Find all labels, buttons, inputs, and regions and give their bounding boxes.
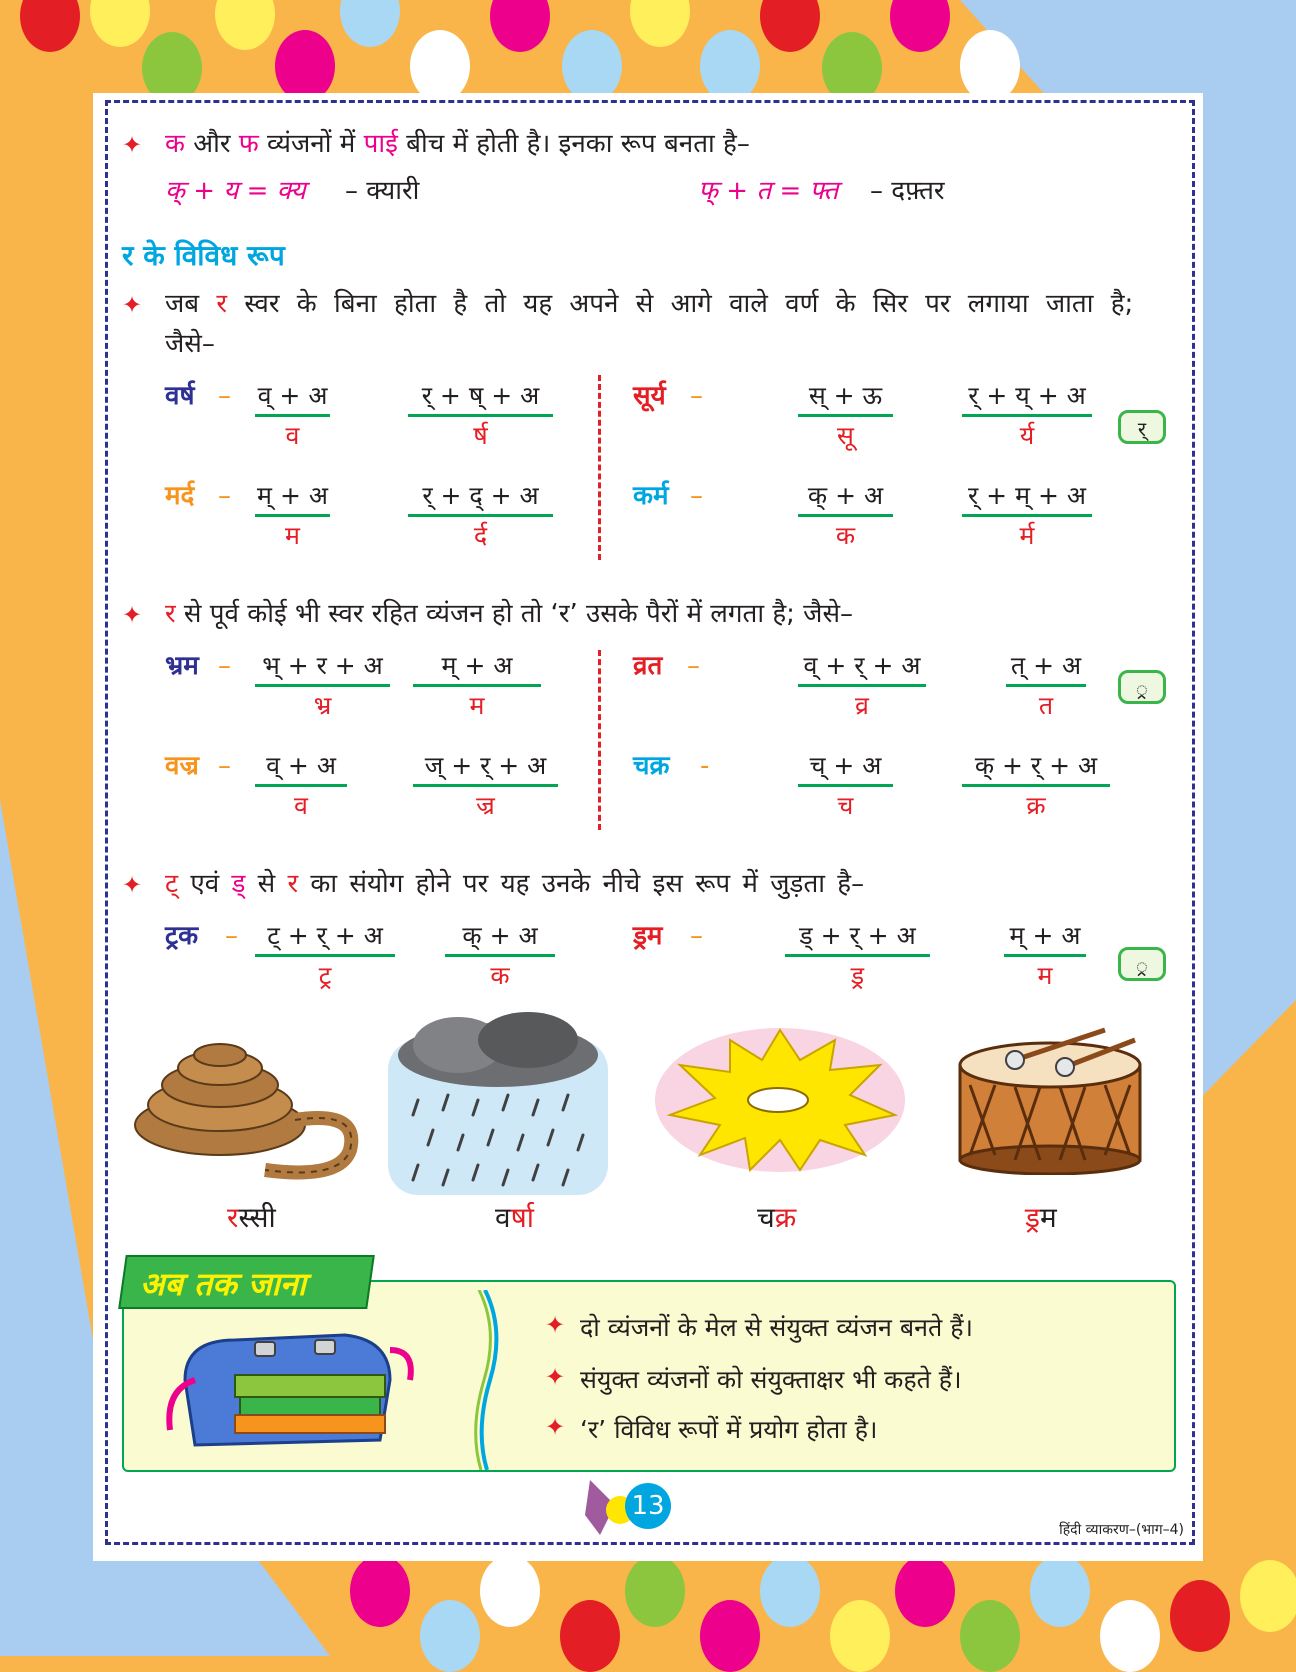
decorative-dot [700, 1600, 760, 1672]
decorative-dot [420, 1600, 480, 1672]
column-divider [598, 375, 601, 560]
decorative-dot [960, 1600, 1020, 1672]
text-and: और [193, 129, 231, 159]
section-heading: र के विविध रूप [122, 239, 285, 272]
split-group: र् + य् + अ र्य [962, 383, 1092, 448]
decorative-dot [560, 1600, 620, 1672]
dash: – [218, 651, 231, 681]
column-divider [598, 650, 601, 830]
rule1-line2: जैसे– [165, 329, 215, 359]
split-group: ज् + र् + अ ज्र [413, 753, 558, 818]
reph-badge: र् [1118, 410, 1166, 444]
split-group: व् + अ व [255, 383, 330, 448]
split-group: क् + अ क [798, 483, 893, 548]
split-group: र् + ष् + अ र्ष [408, 383, 553, 448]
footer-book-title: हिंदी व्याकरण–(भाग–4) [1059, 1522, 1184, 1538]
example-word: भ्रम [165, 651, 199, 681]
star4-icon: ✦ [122, 131, 143, 159]
text-mid: व्यंजनों में [267, 129, 356, 159]
rule3-line: ट् एवं ड् से र का संयोग होने पर यह उनके नीचे इस रूप में जुड़ता है– [165, 869, 865, 899]
example-word: सूर्य [633, 381, 666, 411]
example-kya-formula: क् + य = क्य [165, 176, 306, 206]
star4-icon: ✦ [545, 1413, 566, 1441]
star4-icon: ✦ [122, 291, 143, 319]
ra-foot-badge: ्र [1118, 670, 1166, 704]
star4-icon: ✦ [545, 1363, 566, 1391]
decorative-dot [410, 30, 470, 102]
split-group: क् + र् + अ क्र [962, 753, 1110, 818]
ka-letter: क [165, 129, 185, 159]
dash: – [225, 921, 238, 951]
dash: – [690, 481, 703, 511]
split-group: ड् + र् + अ ड्र [785, 923, 930, 988]
rule1-line1: जब र स्वर के बिना होता है तो यह अपने से आगे वाले वर्ण के सिर पर लगाया जाता है; [165, 289, 1134, 319]
split-group: ट् + र् + अ ट्र [255, 923, 395, 988]
pha-letter: फ [238, 129, 259, 159]
example-word: कर्म [633, 481, 669, 511]
example-word: वज्र [165, 751, 199, 781]
summary-title: अब तक जाना [140, 1265, 306, 1303]
dash: – [218, 751, 231, 781]
image-caption-drum: ड्रम [1025, 1201, 1057, 1234]
example-word: व्रत [633, 651, 663, 681]
split-group: व् + र् + अ व्र [798, 653, 926, 718]
example-word: चक्र [633, 751, 670, 781]
star4-icon: ✦ [122, 601, 143, 629]
example-pta-word: – दफ़्तर [870, 176, 945, 206]
decorative-dot [895, 1555, 955, 1627]
image-caption-wheel: चक्र [757, 1201, 797, 1234]
decorative-dot [830, 1600, 890, 1672]
divider-ribbon-decoration [465, 1290, 505, 1470]
split-group: र् + द् + अ र्द [408, 483, 553, 548]
example-word: वर्ष [165, 381, 195, 411]
summary-item: दो व्यंजनों के मेल से संयुक्त व्यंजन बनते हैं। [580, 1313, 973, 1342]
rule2-line: र से पूर्व कोई भी स्वर रहित व्यंजन हो तो ‘र’ उसके पैरों में लगता है; जैसे– [165, 599, 854, 629]
dash: – [687, 651, 700, 681]
decorative-dot [562, 30, 622, 102]
saw-blade-illustration [650, 1020, 910, 1180]
split-group: म् + अ म [255, 483, 330, 548]
decorative-dot [1100, 1600, 1160, 1672]
split-group: व् + अ व [255, 753, 347, 818]
example-pta-formula: फ् + त = फ्त [698, 176, 839, 206]
rule-ka-pha-line [165, 131, 750, 157]
star4-icon: ✦ [122, 871, 143, 899]
decorative-dot [960, 30, 1020, 102]
split-group: क् + अ क [445, 923, 555, 988]
image-caption-rain: वर्षा [495, 1201, 535, 1234]
example-word: ट्रक [165, 921, 199, 951]
dash: – [690, 921, 703, 951]
rain-cloud-illustration [378, 1010, 618, 1200]
ra-foot-badge: ्र [1118, 947, 1166, 981]
decorative-dot [1170, 1580, 1230, 1652]
split-group: म् + अ म [413, 653, 541, 718]
drum-illustration [955, 1025, 1145, 1175]
dash: – [218, 481, 231, 511]
decorative-dot [275, 30, 335, 102]
dash: – [218, 381, 231, 411]
split-group: र् + म् + अ र्म [962, 483, 1092, 548]
split-group: स् + ऊ सू [798, 383, 893, 448]
ra-letter: र [216, 289, 228, 319]
image-caption-rope: रस्सी [227, 1201, 276, 1234]
split-group: भ् + र + अ भ्र [255, 653, 390, 718]
example-kya-word: – क्यारी [345, 176, 420, 206]
decorative-dot [1240, 1560, 1296, 1632]
decorative-dot [350, 1555, 410, 1627]
page-number: 13 [625, 1483, 671, 1529]
example-word: ड्रम [633, 921, 663, 951]
star4-icon: ✦ [545, 1311, 566, 1339]
summary-item: संयुक्त व्यंजनों को संयुक्ताक्षर भी कहते हैं। [580, 1365, 962, 1394]
split-group: त् + अ त [1006, 653, 1086, 718]
decorative-dot [760, 1555, 820, 1627]
text-post: बीच में होती है। इनका रूप बनता है– [406, 129, 750, 159]
split-group: च् + अ च [798, 753, 893, 818]
dash: – [690, 381, 703, 411]
decorative-dot [480, 1555, 540, 1627]
dash: - [700, 751, 710, 781]
decorative-dot [625, 1555, 685, 1627]
rope-illustration [125, 1020, 370, 1180]
split-group: म् + अ म [1004, 923, 1086, 988]
summary-item: ‘र’ विविध रूपों में प्रयोग होता है। [580, 1415, 878, 1444]
decorative-dot [1030, 1555, 1090, 1627]
example-word: मर्द [165, 481, 195, 511]
decorative-dot [700, 30, 760, 102]
ra-letter: र [165, 599, 176, 629]
pai-word: पाई [363, 129, 398, 159]
school-bag-illustration [165, 1320, 415, 1460]
